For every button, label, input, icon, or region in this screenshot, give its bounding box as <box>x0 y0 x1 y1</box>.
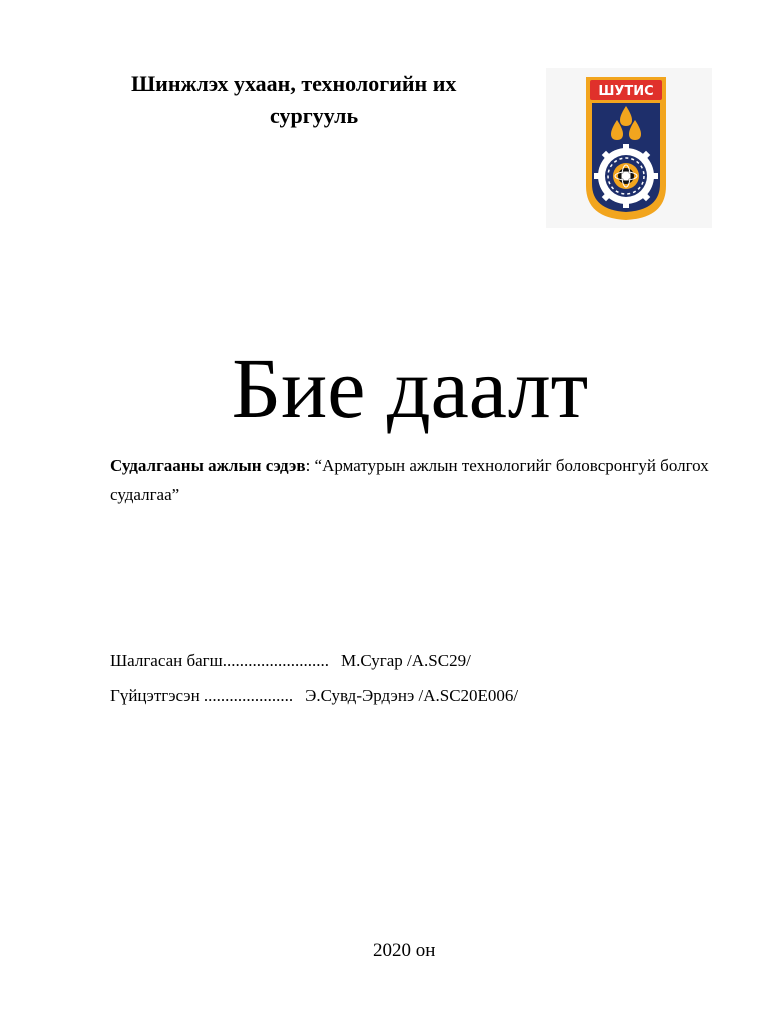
signature-role: Шалгасан багш <box>110 651 223 670</box>
signature-dots: ......................... <box>222 651 329 670</box>
topic-text: “Арматурын ажлын технологийг боловсронгуй болгох судалгаа” <box>110 456 709 504</box>
topic-label: Судалгааны ажлын сэдэв <box>110 456 306 475</box>
research-topic <box>110 451 710 509</box>
university-emblem-icon <box>546 68 712 228</box>
university-name-line1: Шинжлэх ухаан, технологийн их <box>131 71 457 96</box>
signature-name: М.Сугар /A.SC29/ <box>341 651 471 670</box>
document-title: Бие даалт <box>231 340 589 436</box>
university-logo <box>546 68 712 228</box>
university-name-line2: сургууль <box>270 103 359 128</box>
signature-performed-by <box>110 684 518 708</box>
topic-separator: : <box>305 456 315 475</box>
gear-emblem-icon <box>594 144 658 208</box>
signature-role: Гүйцэтгэсэн <box>110 686 204 705</box>
document-year: 2020 он <box>373 940 436 961</box>
signature-checked-by <box>110 649 471 673</box>
logo-text: ШУТИС <box>598 84 654 99</box>
signature-dots: ..................... <box>203 686 294 705</box>
signature-name: Э.Сувд-Эрдэнэ /A.SC20E006/ <box>305 686 519 705</box>
